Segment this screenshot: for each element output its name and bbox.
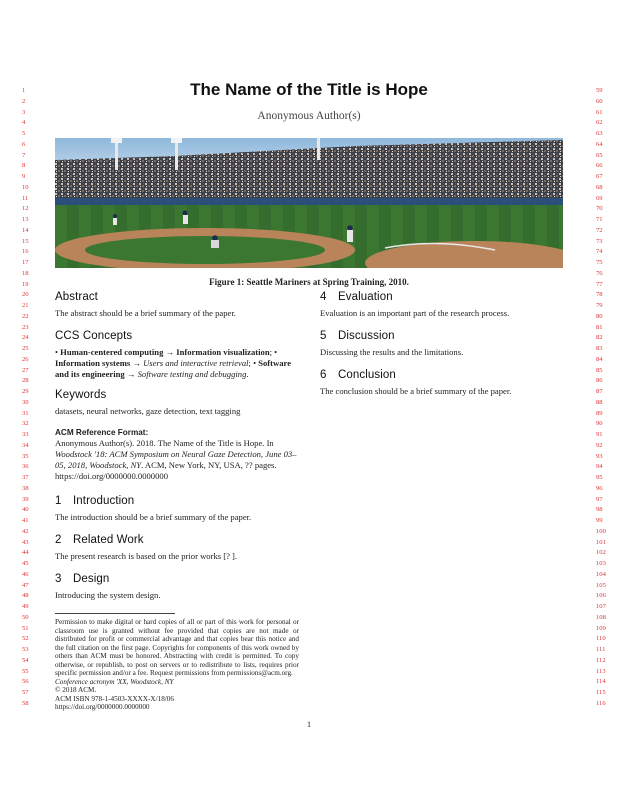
section-text-design: Introducing the system design. bbox=[55, 590, 161, 600]
right-line-number: 86 bbox=[596, 377, 603, 385]
left-line-number: 7 bbox=[22, 151, 26, 159]
left-line-number: 54 bbox=[22, 656, 29, 664]
right-line-number: 113 bbox=[596, 667, 606, 675]
right-line-number: 76 bbox=[596, 269, 603, 277]
left-line-number: 33 bbox=[22, 431, 29, 438]
page-number: 1 bbox=[307, 720, 311, 729]
right-line-number: 103 bbox=[596, 560, 606, 567]
section-heading-introduction: 1 Introduction bbox=[55, 495, 135, 507]
left-line-number: 10 bbox=[22, 183, 29, 191]
left-line-number: 29 bbox=[22, 388, 29, 395]
left-line-number: 13 bbox=[22, 216, 29, 223]
right-line-number: 101 bbox=[596, 538, 606, 546]
abstract-text: The abstract should be a brief summary of the paper. bbox=[55, 308, 236, 318]
left-line-number: 18 bbox=[22, 269, 29, 277]
left-line-number: 11 bbox=[22, 194, 29, 202]
right-line-number: 65 bbox=[596, 151, 603, 159]
right-line-number: 70 bbox=[596, 205, 603, 213]
left-line-number: 39 bbox=[22, 495, 29, 503]
section-heading-conclusion: 6 Conclusion bbox=[320, 369, 396, 381]
footnote-rule bbox=[55, 613, 175, 614]
right-line-number: 100 bbox=[596, 527, 606, 535]
isbn-line: ACM ISBN 978-1-4503-XXXX-X/18/06 bbox=[55, 694, 174, 703]
right-line-number: 111 bbox=[596, 646, 606, 653]
right-line-number: 89 bbox=[596, 409, 603, 417]
keywords-text: datasets, neural networks, gaze detection, text tagging bbox=[55, 406, 241, 416]
abstract-heading: Abstract bbox=[55, 291, 98, 303]
section-heading-design: 3 Design bbox=[55, 573, 110, 585]
left-line-number: 24 bbox=[22, 334, 29, 342]
section-text-related-work: The present research is based on the prior works [? ]. bbox=[55, 551, 238, 561]
right-line-number: 106 bbox=[596, 592, 606, 600]
line-numbers-right bbox=[596, 86, 616, 710]
right-line-number: 110 bbox=[596, 635, 606, 643]
permission-statement: Permission to make digital or hard copies of all or part of this work for personal or classroom use is granted without fee provided that copies are not made or distributed for profit or commercial advantage and that copies bear this notice and the full citation on the first page. Copyrights for components of this work owned by others than ACM must be honored. Abstracting with credit is permitted. To copy otherwise, or republish, to post on servers or to redistribute to lists, requires prior specific permission and/or a fee. Request permissions from permissions@acm.org. bbox=[55, 618, 299, 677]
right-line-number: 95 bbox=[596, 474, 603, 481]
left-line-number: 51 bbox=[22, 624, 29, 632]
section-text-conclusion: The conclusion should be a brief summary of the paper. bbox=[320, 386, 512, 396]
ccs-concepts: • Human-centered computing → Information visualization; • Information systems → Users and interactive retrieval; • Software and its engineering → Software testing and debugging. bbox=[55, 347, 292, 379]
teaser-figure-baseball-photo bbox=[55, 138, 563, 268]
right-line-number: 73 bbox=[596, 237, 603, 245]
right-line-number: 105 bbox=[596, 581, 606, 589]
reference-format-heading: ACM Reference Format: bbox=[55, 428, 149, 437]
left-line-number: 37 bbox=[22, 474, 29, 481]
author-line: Anonymous Author(s) bbox=[257, 110, 361, 122]
copyright-line: © 2018 ACM. bbox=[55, 686, 97, 694]
section-text-discussion: Discussing the results and the limitations. bbox=[320, 347, 464, 357]
left-line-number: 1 bbox=[22, 87, 26, 94]
left-line-number: 21 bbox=[22, 302, 29, 309]
ccs-heading: CCS Concepts bbox=[55, 330, 133, 342]
left-line-number: 43 bbox=[22, 538, 29, 546]
left-line-number: 23 bbox=[22, 323, 29, 331]
right-line-number: 79 bbox=[596, 302, 603, 309]
left-line-number: 12 bbox=[22, 205, 29, 213]
right-line-number: 80 bbox=[596, 312, 603, 320]
left-line-number: 45 bbox=[22, 560, 29, 567]
left-line-number: 26 bbox=[22, 355, 29, 363]
left-line-number: 30 bbox=[22, 398, 29, 406]
left-line-number: 17 bbox=[22, 259, 29, 266]
left-line-number: 47 bbox=[22, 581, 29, 589]
right-line-number: 84 bbox=[596, 355, 603, 363]
left-line-number: 27 bbox=[22, 366, 29, 374]
right-line-number: 112 bbox=[596, 656, 606, 664]
left-line-number: 34 bbox=[22, 441, 29, 449]
left-line-number: 40 bbox=[22, 506, 29, 514]
right-line-number: 87 bbox=[596, 388, 603, 395]
left-line-number: 58 bbox=[22, 699, 29, 707]
ccs-concept-2: Information systems bbox=[55, 358, 131, 368]
ccs-concept-1-sub: Information visualization bbox=[176, 347, 270, 357]
left-line-number: 20 bbox=[22, 291, 29, 299]
left-line-number: 15 bbox=[22, 237, 29, 245]
left-line-number: 50 bbox=[22, 613, 29, 621]
right-line-number: 94 bbox=[596, 463, 603, 471]
left-line-number: 2 bbox=[22, 97, 26, 105]
left-line-number: 4 bbox=[22, 119, 26, 127]
right-line-number: 109 bbox=[596, 624, 606, 632]
left-line-number: 28 bbox=[22, 377, 29, 385]
right-line-number: 115 bbox=[596, 689, 606, 696]
keywords-heading: Keywords bbox=[55, 389, 107, 401]
figure-caption: Figure 1: Seattle Mariners at Spring Training, 2010. bbox=[209, 277, 409, 287]
right-column bbox=[320, 292, 564, 409]
left-line-number: 36 bbox=[22, 463, 29, 471]
left-line-number: 57 bbox=[22, 689, 29, 696]
section-text-introduction: The introduction should be a brief summary of the paper. bbox=[55, 512, 252, 522]
section-heading-related-work: 2 Related Work bbox=[55, 534, 144, 546]
right-line-number: 59 bbox=[596, 87, 603, 94]
left-line-number: 56 bbox=[22, 678, 29, 686]
right-line-number: 96 bbox=[596, 484, 603, 492]
left-line-number: 9 bbox=[22, 173, 26, 180]
left-line-number: 32 bbox=[22, 420, 29, 428]
right-line-number: 88 bbox=[596, 398, 603, 406]
left-line-number: 53 bbox=[22, 646, 29, 653]
left-line-number: 6 bbox=[22, 140, 26, 148]
left-line-number: 19 bbox=[22, 280, 29, 288]
left-line-number: 55 bbox=[22, 667, 29, 675]
right-line-number: 74 bbox=[596, 248, 603, 256]
left-line-number: 22 bbox=[22, 312, 29, 320]
ccs-concept-3: Software and its engineering bbox=[55, 358, 292, 379]
right-line-number: 72 bbox=[596, 226, 603, 234]
right-line-number: 75 bbox=[596, 259, 603, 266]
right-line-number: 98 bbox=[596, 506, 603, 514]
section-heading-discussion: 5 Discussion bbox=[320, 330, 395, 342]
left-line-number: 8 bbox=[22, 162, 26, 170]
right-line-number: 104 bbox=[596, 570, 606, 578]
right-line-number: 97 bbox=[596, 495, 603, 503]
right-line-number: 71 bbox=[596, 216, 603, 223]
right-line-number: 78 bbox=[596, 291, 603, 299]
doi-link[interactable]: https://doi.org/0000000.0000000 bbox=[55, 703, 150, 711]
left-line-number: 38 bbox=[22, 484, 29, 492]
right-line-number: 91 bbox=[596, 431, 603, 438]
left-line-number: 35 bbox=[22, 452, 29, 460]
left-line-number: 14 bbox=[22, 226, 29, 234]
right-line-number: 69 bbox=[596, 194, 603, 202]
right-line-number: 90 bbox=[596, 420, 603, 428]
right-line-number: 108 bbox=[596, 613, 606, 621]
right-line-number: 107 bbox=[596, 603, 606, 610]
right-line-number: 64 bbox=[596, 140, 603, 148]
conference-acronym: Conference acronym 'XX, Woodstock, NY bbox=[55, 677, 174, 686]
left-line-number: 5 bbox=[22, 130, 26, 137]
left-line-number: 44 bbox=[22, 549, 29, 557]
reference-format-text: Anonymous Author(s). 2018. The Name of the Title is Hope. In Woodstock '18: ACM Symposium on Neural Gaze Detection, June 03–05, 2018, Woodstock, NY. ACM, New York, NY, USA, ?? pages. https://doi.org/0000000.0000000 bbox=[55, 438, 297, 481]
right-line-number: 85 bbox=[596, 366, 603, 374]
right-line-number: 102 bbox=[596, 549, 606, 557]
right-line-number: 93 bbox=[596, 452, 603, 460]
left-line-number: 41 bbox=[22, 517, 29, 524]
left-line-number: 25 bbox=[22, 345, 29, 352]
left-column bbox=[55, 292, 299, 712]
left-line-number: 42 bbox=[22, 527, 29, 535]
right-line-number: 66 bbox=[596, 162, 603, 170]
right-line-number: 114 bbox=[596, 678, 606, 686]
right-line-number: 77 bbox=[596, 280, 603, 288]
left-line-number: 16 bbox=[22, 248, 29, 256]
ccs-concept-1: Human-centered computing bbox=[60, 347, 164, 357]
right-line-number: 82 bbox=[596, 334, 603, 342]
right-line-number: 81 bbox=[596, 323, 603, 331]
right-line-number: 63 bbox=[596, 130, 603, 137]
reference-venue: Woodstock '18: ACM Symposium on Neural Gaze Detection, June 03–05, 2018, Woodstock, NY bbox=[55, 449, 297, 470]
ccs-concept-3-sub: Software testing and debugging bbox=[137, 369, 247, 379]
section-text-evaluation: Evaluation is an important part of the research process. bbox=[320, 308, 510, 318]
right-line-number: 92 bbox=[596, 441, 603, 449]
ccs-concept-2-sub: Users and interactive retrieval bbox=[143, 358, 249, 368]
right-line-number: 99 bbox=[596, 517, 603, 524]
right-line-number: 67 bbox=[596, 173, 603, 180]
section-heading-evaluation: 4 Evaluation bbox=[320, 291, 393, 303]
right-line-number: 61 bbox=[596, 108, 603, 116]
right-line-number: 60 bbox=[596, 97, 603, 105]
right-line-number: 83 bbox=[596, 345, 603, 352]
right-line-number: 116 bbox=[596, 699, 606, 707]
paper-title: The Name of the Title is Hope bbox=[190, 80, 428, 99]
left-line-number: 52 bbox=[22, 635, 29, 643]
line-numbers-left bbox=[22, 86, 42, 710]
left-line-number: 31 bbox=[22, 409, 29, 417]
right-line-number: 62 bbox=[596, 119, 603, 127]
right-line-number: 68 bbox=[596, 183, 603, 191]
left-line-number: 48 bbox=[22, 592, 29, 600]
left-line-number: 49 bbox=[22, 603, 29, 610]
left-line-number: 46 bbox=[22, 570, 29, 578]
left-line-number: 3 bbox=[22, 108, 26, 116]
